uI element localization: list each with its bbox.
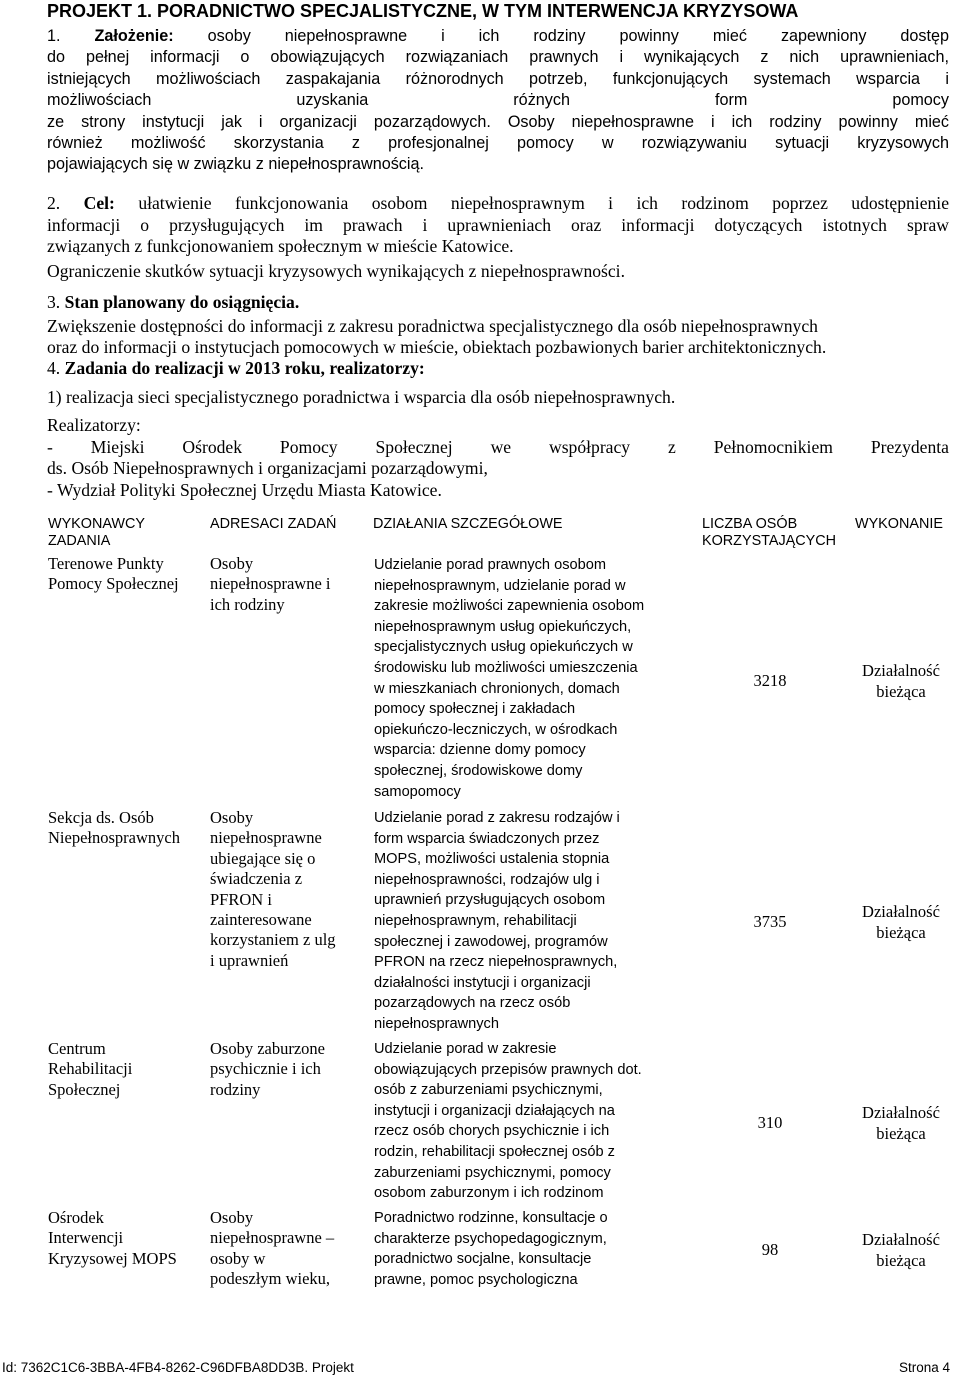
cell-line: Osoby (210, 808, 254, 827)
header-line: KORZYSTAJĄCYCH (702, 533, 837, 549)
cell-line: Działalność (862, 661, 940, 680)
cell-line: obowiązujących przepisów prawnych dot. (374, 1061, 642, 1078)
section-number: 4. (47, 358, 61, 378)
cell-line: PFRON na rzecz niepełnosprawnych, (374, 954, 618, 971)
cell-line: Działalność (862, 1230, 940, 1249)
header-line (702, 516, 837, 533)
section-1-line-2: do pełnej informacji o obowiązujących rozwiązaniach prawnych i wynikających z nich uprawnieniach, (47, 48, 949, 67)
cell-line: działalności instytucji i organizacji (374, 974, 591, 991)
row-3-addressee (210, 1039, 358, 1100)
cell-line: poradnictwo socjalne, konsultacje (374, 1251, 592, 1268)
cell-line: niepełnosprawne – (210, 1228, 335, 1248)
section-1-line-3: istniejących możliwościach zaspakajania różnorodnych potrzeb, funkcjonujących systemach wsparcia i (47, 69, 949, 88)
cell-line: ich rodziny (210, 594, 285, 614)
cell-line: niepełnosprawności, rodzajów ulg i (374, 871, 600, 888)
cell-line: rodzin, rehabilitacji społecznej osób z (374, 1143, 615, 1160)
row-1-executor (48, 554, 198, 595)
section-4-heading (47, 358, 949, 380)
row-1-count: 3218 (753, 671, 787, 690)
row-4-count: 98 (761, 1240, 779, 1259)
cell-line: opiekuńczo-leczniczych, w ośrodkach (374, 721, 618, 738)
cell-line: bieżąca (876, 923, 926, 942)
section-1-line-7: pojawiających się w związku z niepełnosprawnością. (47, 155, 424, 174)
row-1-addressee (210, 554, 358, 615)
section-1-line-4: możliwościach uzyskania różnych form pomocy (47, 91, 949, 110)
row-3-actions (374, 1039, 694, 1204)
text-run: osoby niepełnosprawne i ich rodziny powinny mieć zapewniony dostęp (207, 27, 950, 45)
section-3-heading (47, 292, 949, 314)
section-2-goal (47, 193, 949, 282)
cell-line: instytucji i organizacji działających na (374, 1102, 615, 1119)
section-number: 3. (47, 292, 61, 312)
header-actions: DZIAŁANIA SZCZEGÓŁOWE (373, 516, 563, 532)
cell-line: Kryzysowej MOPS (48, 1248, 177, 1268)
cell-line: PFRON i (210, 889, 272, 909)
cell-line: osób z zaburzeniami psychicznymi, (374, 1082, 603, 1099)
realizer-2: - Wydział Polityki Społecznej Urzędu Miasta Katowice. (47, 479, 442, 500)
cell-line: świadczenia z (210, 869, 303, 889)
cell-line: niepełnosprawne (210, 828, 322, 848)
row-3-executor (48, 1039, 198, 1100)
cell-line: Działalność (862, 1103, 940, 1122)
section-1-line-1 (47, 26, 949, 47)
cell-line: psychicznie i ich (210, 1059, 321, 1079)
section-2-line-2: informacji o przysługujących im prawach i uprawnieniach oraz informacji dotyczących istotnych spraw (47, 214, 949, 235)
cell-line: rzecz osób chorych psychicznie i ich (374, 1123, 610, 1140)
cell-line: niepełnosprawnym usług opiekuńczych, (374, 618, 632, 635)
text-run: Osoby niepełnosprawne i ich rodziny powinny mieć (507, 112, 950, 131)
section-2-line-3: związanych z funkcjonowaniem społecznym w mieście Katowice. (47, 236, 514, 256)
cell-line: Poradnictwo rodzinne, konsultacje o (374, 1210, 608, 1226)
cell-line: społecznej, środowiskowe domy (374, 762, 583, 779)
row-3-execution (851, 1102, 951, 1144)
header-line: ZADANIA (48, 533, 111, 549)
header-execution: WYKONANIE (855, 516, 943, 532)
task-line: 1) realizacja sieci specjalistycznego poradnictwa i wsparcia dla osób niepełnosprawnych. (47, 386, 676, 407)
cell-line: korzystaniem z ulg (210, 930, 336, 950)
tasks-table (47, 512, 949, 1292)
section-label: Cel: (83, 193, 115, 213)
cell-line: ubiegające się o (210, 848, 316, 868)
section-3-planned-state (47, 292, 949, 359)
cell-line: wsparcia: dzienne domy pomocy (374, 742, 586, 759)
cell-line: samopomocy (374, 783, 461, 800)
row-4-executor (48, 1208, 198, 1269)
realizer-1-line-1: - Miejski Ośrodek Pomocy Społecznej we współpracy z Pełnomocnikiem Prezydenta (47, 436, 949, 457)
cell-line: MOPS, możliwości ustalenia stopnia (374, 851, 610, 868)
section-number: 2. (47, 193, 61, 213)
header-count (702, 516, 837, 550)
cell-line: uprawnień przysługujących osobom (374, 892, 606, 909)
cell-line: form wsparcia świadczonych przez (374, 830, 600, 847)
cell-line: Osoby (210, 554, 254, 573)
row-2-executor (48, 808, 198, 849)
cell-line: osoby w (210, 1248, 266, 1268)
header-text: LICZBA OSÓB (702, 516, 798, 532)
cell-line: zaburzeniami psychicznymi, pomocy (374, 1164, 611, 1181)
row-3-count: 310 (757, 1113, 783, 1132)
cell-line: Udzielanie porad prawnych osobom (374, 557, 607, 573)
cell-line: Pomocy Społecznej (48, 574, 179, 594)
section-label: Założenie: (94, 27, 174, 45)
section-2-line-1 (47, 193, 949, 215)
row-4-execution (851, 1229, 951, 1271)
realizer-1-line-2: ds. Osób Niepełnosprawnych i organizacjami pozarządowymi, (47, 458, 488, 478)
section-2-line-4: Ograniczenie skutków sytuacji kryzysowych wynikających z niepełnosprawności. (47, 260, 625, 281)
cell-line: Osoby zaburzone (210, 1039, 326, 1058)
text-run: ułatwienie funkcjonowania osobom niepełnosprawnym i ich rodzinom poprzez udostępnienie (138, 193, 950, 213)
section-3-line-2: oraz do informacji o instytucjach pomocowych w mieście, obiektach pozbawionych barier architektonicznych. (47, 337, 827, 357)
cell-line: niepełnosprawnym, udzielanie porad w (374, 577, 626, 594)
cell-line: bieżąca (876, 1124, 926, 1143)
cell-line: Społecznej (48, 1079, 121, 1099)
realizers-label: Realizatorzy: (47, 415, 141, 435)
cell-line: Centrum (48, 1039, 106, 1058)
cell-line: niepełnosprawnym, rehabilitacji (374, 912, 577, 929)
cell-line: niepełnosprawne i (210, 574, 331, 594)
section-label: Zadania do realizacji w 2013 roku, realizatorzy: (64, 358, 425, 378)
cell-line: Rehabilitacji (48, 1059, 133, 1079)
cell-line: podeszłym wieku, (210, 1269, 331, 1289)
cell-line: osobom zaburzonym i ich rodzinom (374, 1185, 604, 1202)
header-addressees: ADRESACI ZADAŃ (210, 516, 337, 532)
cell-line: i uprawnień (210, 950, 289, 970)
cell-line: Sekcja ds. Osób (48, 808, 154, 827)
cell-line: Udzielanie porad w zakresie (374, 1041, 557, 1057)
cell-line: środowisku lub możliwości umieszczenia (374, 659, 638, 676)
page-number: Strona 4 (898, 1360, 950, 1375)
cell-line: społecznej i zawodowej, programów (374, 933, 608, 950)
section-1-line-6: również możliwość skorzystania z profesjonalnej pomocy w rozwiązywaniu sytuacji kryzysowych (47, 134, 949, 153)
cell-line: specjalistycznych usług opiekuńczych w (374, 639, 633, 656)
cell-line: zainteresowane (210, 910, 312, 930)
cell-line: charakterze psychopedagogicznym, (374, 1230, 607, 1247)
cell-line: Udzielanie porad z zakresu rodzajów i (374, 810, 620, 826)
document-id: Id: 7362C1C6-3BBA-4FB4-8262-C96DFBA8DD3B. Projekt (2, 1360, 354, 1375)
row-2-addressee (210, 808, 358, 971)
cell-line: prawne, pomoc psychologiczna (374, 1271, 578, 1288)
cell-line: niepełnosprawnych (374, 1015, 499, 1032)
cell-line: pomocy społecznej i zakładach (374, 701, 576, 718)
row-4-actions (374, 1208, 694, 1290)
cell-line: rodziny (210, 1079, 261, 1099)
cell-line: Terenowe Punkty (48, 554, 164, 573)
cell-line: bieżąca (876, 682, 926, 701)
cell-line: Działalność (862, 902, 940, 921)
header-executors (48, 516, 198, 550)
cell-line: Osoby (210, 1208, 254, 1227)
row-1-actions (374, 555, 694, 802)
project-title: PROJEKT 1. PORADNICTWO SPECJALISTYCZNE, W TYM INTERWENCJA KRYZYSOWA (47, 1, 799, 21)
section-label: Stan planowany do osiągnięcia. (64, 292, 300, 312)
row-2-actions (374, 808, 694, 1035)
row-1-execution (851, 660, 951, 702)
section-4-tasks (47, 358, 949, 501)
cell-line: Interwencji (48, 1228, 124, 1248)
cell-line: pozarządowych na rzecz osób (374, 995, 571, 1012)
text-run: ze strony instytucji jak i organizacji pozarządowych. (47, 112, 491, 131)
cell-line: zakresie możliwości zapewnienia osobom (374, 598, 645, 615)
section-1-assumption (47, 26, 949, 176)
section-number: 1. (47, 27, 61, 45)
cell-line: Ośrodek (48, 1208, 104, 1227)
cell-line: w mieszkaniach chronionych, domach (374, 680, 620, 697)
section-3-line-1: Zwiększenie dostępności do informacji z zakresu poradnictwa specjalistycznego dla osób niepełnosprawnych (47, 315, 818, 336)
section-1-line-5 (47, 112, 949, 133)
row-2-execution (851, 901, 951, 943)
row-2-count: 3735 (753, 912, 787, 931)
header-line: WYKONAWCY (48, 516, 146, 532)
cell-line: bieżąca (876, 1251, 926, 1270)
row-4-addressee (210, 1208, 358, 1290)
cell-line: Niepełnosprawnych (48, 828, 180, 848)
